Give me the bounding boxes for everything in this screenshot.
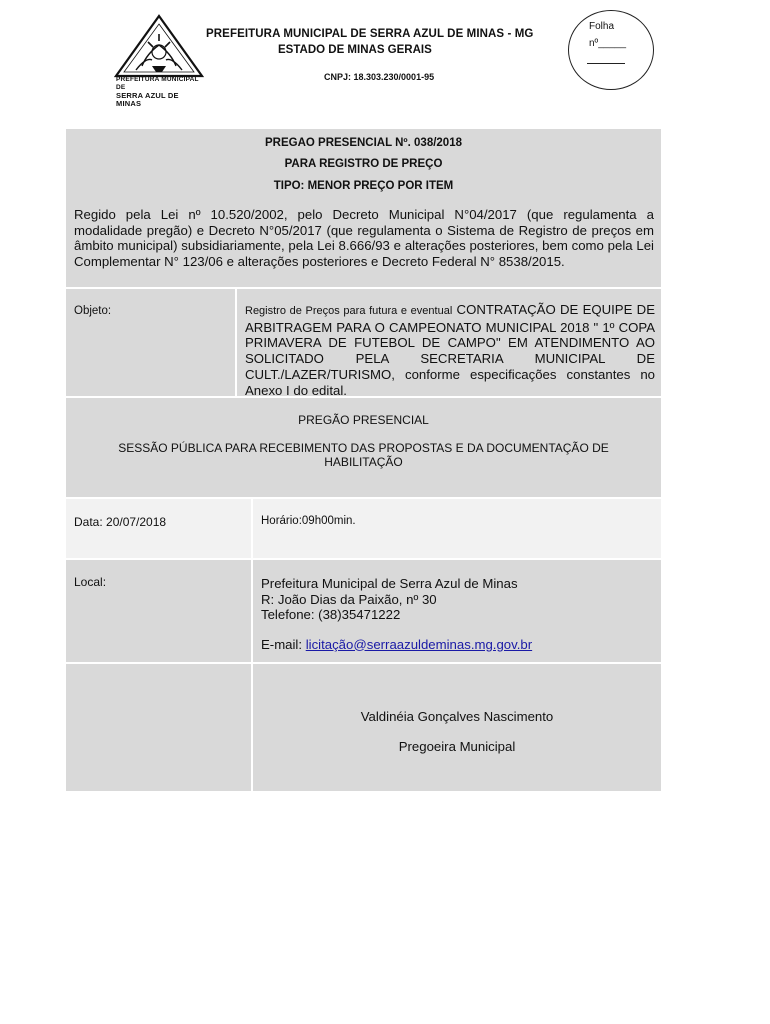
objeto-description xyxy=(245,302,655,398)
registro-preco-title: PARA REGISTRO DE PREÇO xyxy=(284,158,443,170)
local-email-line xyxy=(261,637,532,653)
objeto-text-main: CONTRATAÇÃO DE EQUIPE DE ARBITRAGEM PARA O CAMPEONATO MUNICIPAL 2018 " 1º COPA PRIMAVERA DE FUTEBOL DE CAMPO" EM ATENDIMENTO AO SOLICITADO PELA SECRETARIA MUNICIPAL DE CULT./LAZER/TURISMO, conforme especificações constantes no Anexo I do edital. xyxy=(245,302,655,398)
data-cell xyxy=(66,499,251,558)
legal-preamble: Regido pela Lei nº 10.520/2002, pelo Decreto Municipal N°04/2017 (que regulamenta a modalidade pregão) e Decreto N°05/2017 (que regulamenta o Sistema de Registro de preços em âmbito municipal) subsidiariamente, pela Lei 8.666/93 e alterações posteriores, bem como pela Lei Complementar N° 123/06 e alterações posteriores e Decreto Federal N° 8538/2015. xyxy=(74,207,654,269)
local-street: R: João Dias da Paixão, nº 30 xyxy=(261,591,437,607)
logo-caption-line2: SERRA AZUL DE MINAS xyxy=(116,91,179,108)
email-label: E-mail: xyxy=(261,636,306,652)
logo-caption-line1: PREFEITURA MUNICIPAL DE xyxy=(116,76,199,91)
header-cnpj: CNPJ: 18.303.230/0001-95 xyxy=(324,72,435,82)
edital-header-block xyxy=(66,129,661,287)
objeto-label: Objeto: xyxy=(74,305,112,317)
local-label: Local: xyxy=(74,575,107,589)
objeto-label-cell xyxy=(66,289,235,396)
signature-cell xyxy=(253,664,661,791)
email-link[interactable]: licitação@serraazuldeminas.mg.gov.br xyxy=(305,636,533,652)
horario-cell xyxy=(253,499,661,558)
header-title: PREFEITURA MUNICIPAL DE SERRA AZUL DE MINAS - MG xyxy=(206,28,534,40)
stamp-blank-line xyxy=(587,63,625,64)
stamp-folha-label: Folha xyxy=(589,21,615,32)
signature-blank-cell xyxy=(66,664,251,791)
local-text-cell xyxy=(253,560,661,662)
stamp-number-field: nº_____ xyxy=(589,38,627,49)
objeto-text-intro: Registro de Preços para futura e eventual xyxy=(245,305,453,317)
local-phone: Telefone: (38)35471222 xyxy=(261,607,401,622)
local-label-cell xyxy=(66,560,251,662)
session-time: Horário:09h00min. xyxy=(261,515,356,527)
sessao-block xyxy=(66,398,661,497)
signatory-name: Valdinéia Gonçalves Nascimento xyxy=(360,709,554,724)
objeto-text-cell xyxy=(237,289,661,396)
page-number-stamp xyxy=(568,10,654,90)
local-address xyxy=(261,576,532,652)
document-header xyxy=(0,0,770,110)
tipo-title: TIPO: MENOR PREÇO POR ITEM xyxy=(273,180,454,192)
header-state: ESTADO DE MINAS GERAIS xyxy=(278,44,432,56)
local-org-name: Prefeitura Municipal de Serra Azul de Minas xyxy=(261,576,518,591)
sessao-title: PREGÃO PRESENCIAL xyxy=(298,413,429,427)
session-date: Data: 20/07/2018 xyxy=(74,515,167,529)
pregao-number: PREGAO PRESENCIAL Nº. 038/2018 xyxy=(264,137,462,149)
signatory-role: Pregoeira Municipal xyxy=(398,739,516,754)
sessao-subtitle: SESSÃO PÚBLICA PARA RECEBIMENTO DAS PROPOSTAS E DA DOCUMENTAÇÃO DE HABILITAÇÃO xyxy=(118,441,609,469)
logo-caption xyxy=(116,76,206,108)
